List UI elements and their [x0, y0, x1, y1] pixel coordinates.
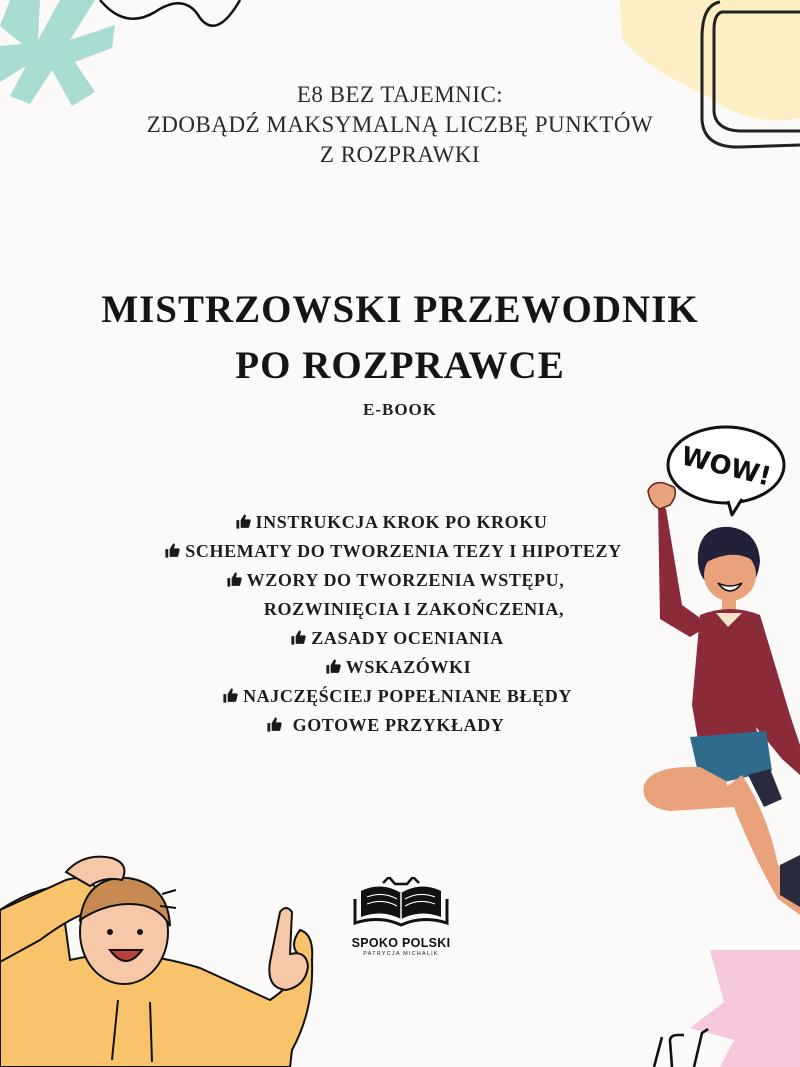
jumping-girl-illustration [630, 415, 800, 915]
feature-label: WZORY DO TWORZENIA WSTĘPU, [246, 570, 565, 590]
series-heading-line-2: ZDOBĄDŹ MAKSYMALNĄ LICZBĘ PUNKTÓW [146, 112, 654, 137]
thumbs-up-icon [164, 542, 181, 559]
thumbs-up-icon [226, 571, 243, 588]
speech-bubble [668, 427, 784, 515]
title-line-2: PO ROZPRAWCE [235, 344, 565, 387]
feature-label: WSKAZÓWKI [345, 657, 472, 677]
scribble-line-decoration [95, 0, 245, 35]
feature-label: INSTRUKCJA KROK PO KROKU [255, 512, 548, 532]
doodle-lines-decoration [640, 1015, 750, 1067]
title-line-1: MISTRZOWSKI PRZEWODNIK [101, 288, 699, 331]
brand-name: SPOKO POLSKI [351, 936, 451, 950]
feature-label: ROZWINIĘCIA I ZAKOŃCZENIA, [263, 599, 565, 619]
thumbs-up-icon [235, 513, 252, 530]
feature-label: NAJCZĘŚCIEJ POPEŁNIANE BŁĘDY [243, 686, 572, 706]
brand-author: PATRYCJA MICHALIK [363, 951, 439, 957]
thumbs-up-icon [290, 629, 307, 646]
ebook-label: E-BOOK [362, 400, 437, 419]
feature-label: GOTOWE PRZYKŁADY [292, 715, 505, 735]
brand-logo [340, 877, 462, 957]
speech-bubble-text: WOW! [678, 441, 774, 493]
series-heading-line-3: Z ROZPRAWKI [319, 142, 481, 167]
series-heading [0, 80, 800, 170]
series-heading-line-1: E8 BEZ TAJEMNIC: [296, 82, 504, 107]
feature-label: ZASADY OCENIANIA [311, 628, 504, 648]
thumbs-up-icon [325, 658, 342, 675]
open-book-icon [353, 877, 449, 929]
thumbs-up-icon [266, 716, 283, 733]
page-title [0, 282, 800, 394]
feature-label: SCHEMATY DO TWORZENIA TEZY I HIPOTEZY [185, 541, 622, 561]
thumbs-up-icon [222, 687, 239, 704]
boy-illustration [0, 850, 320, 1067]
